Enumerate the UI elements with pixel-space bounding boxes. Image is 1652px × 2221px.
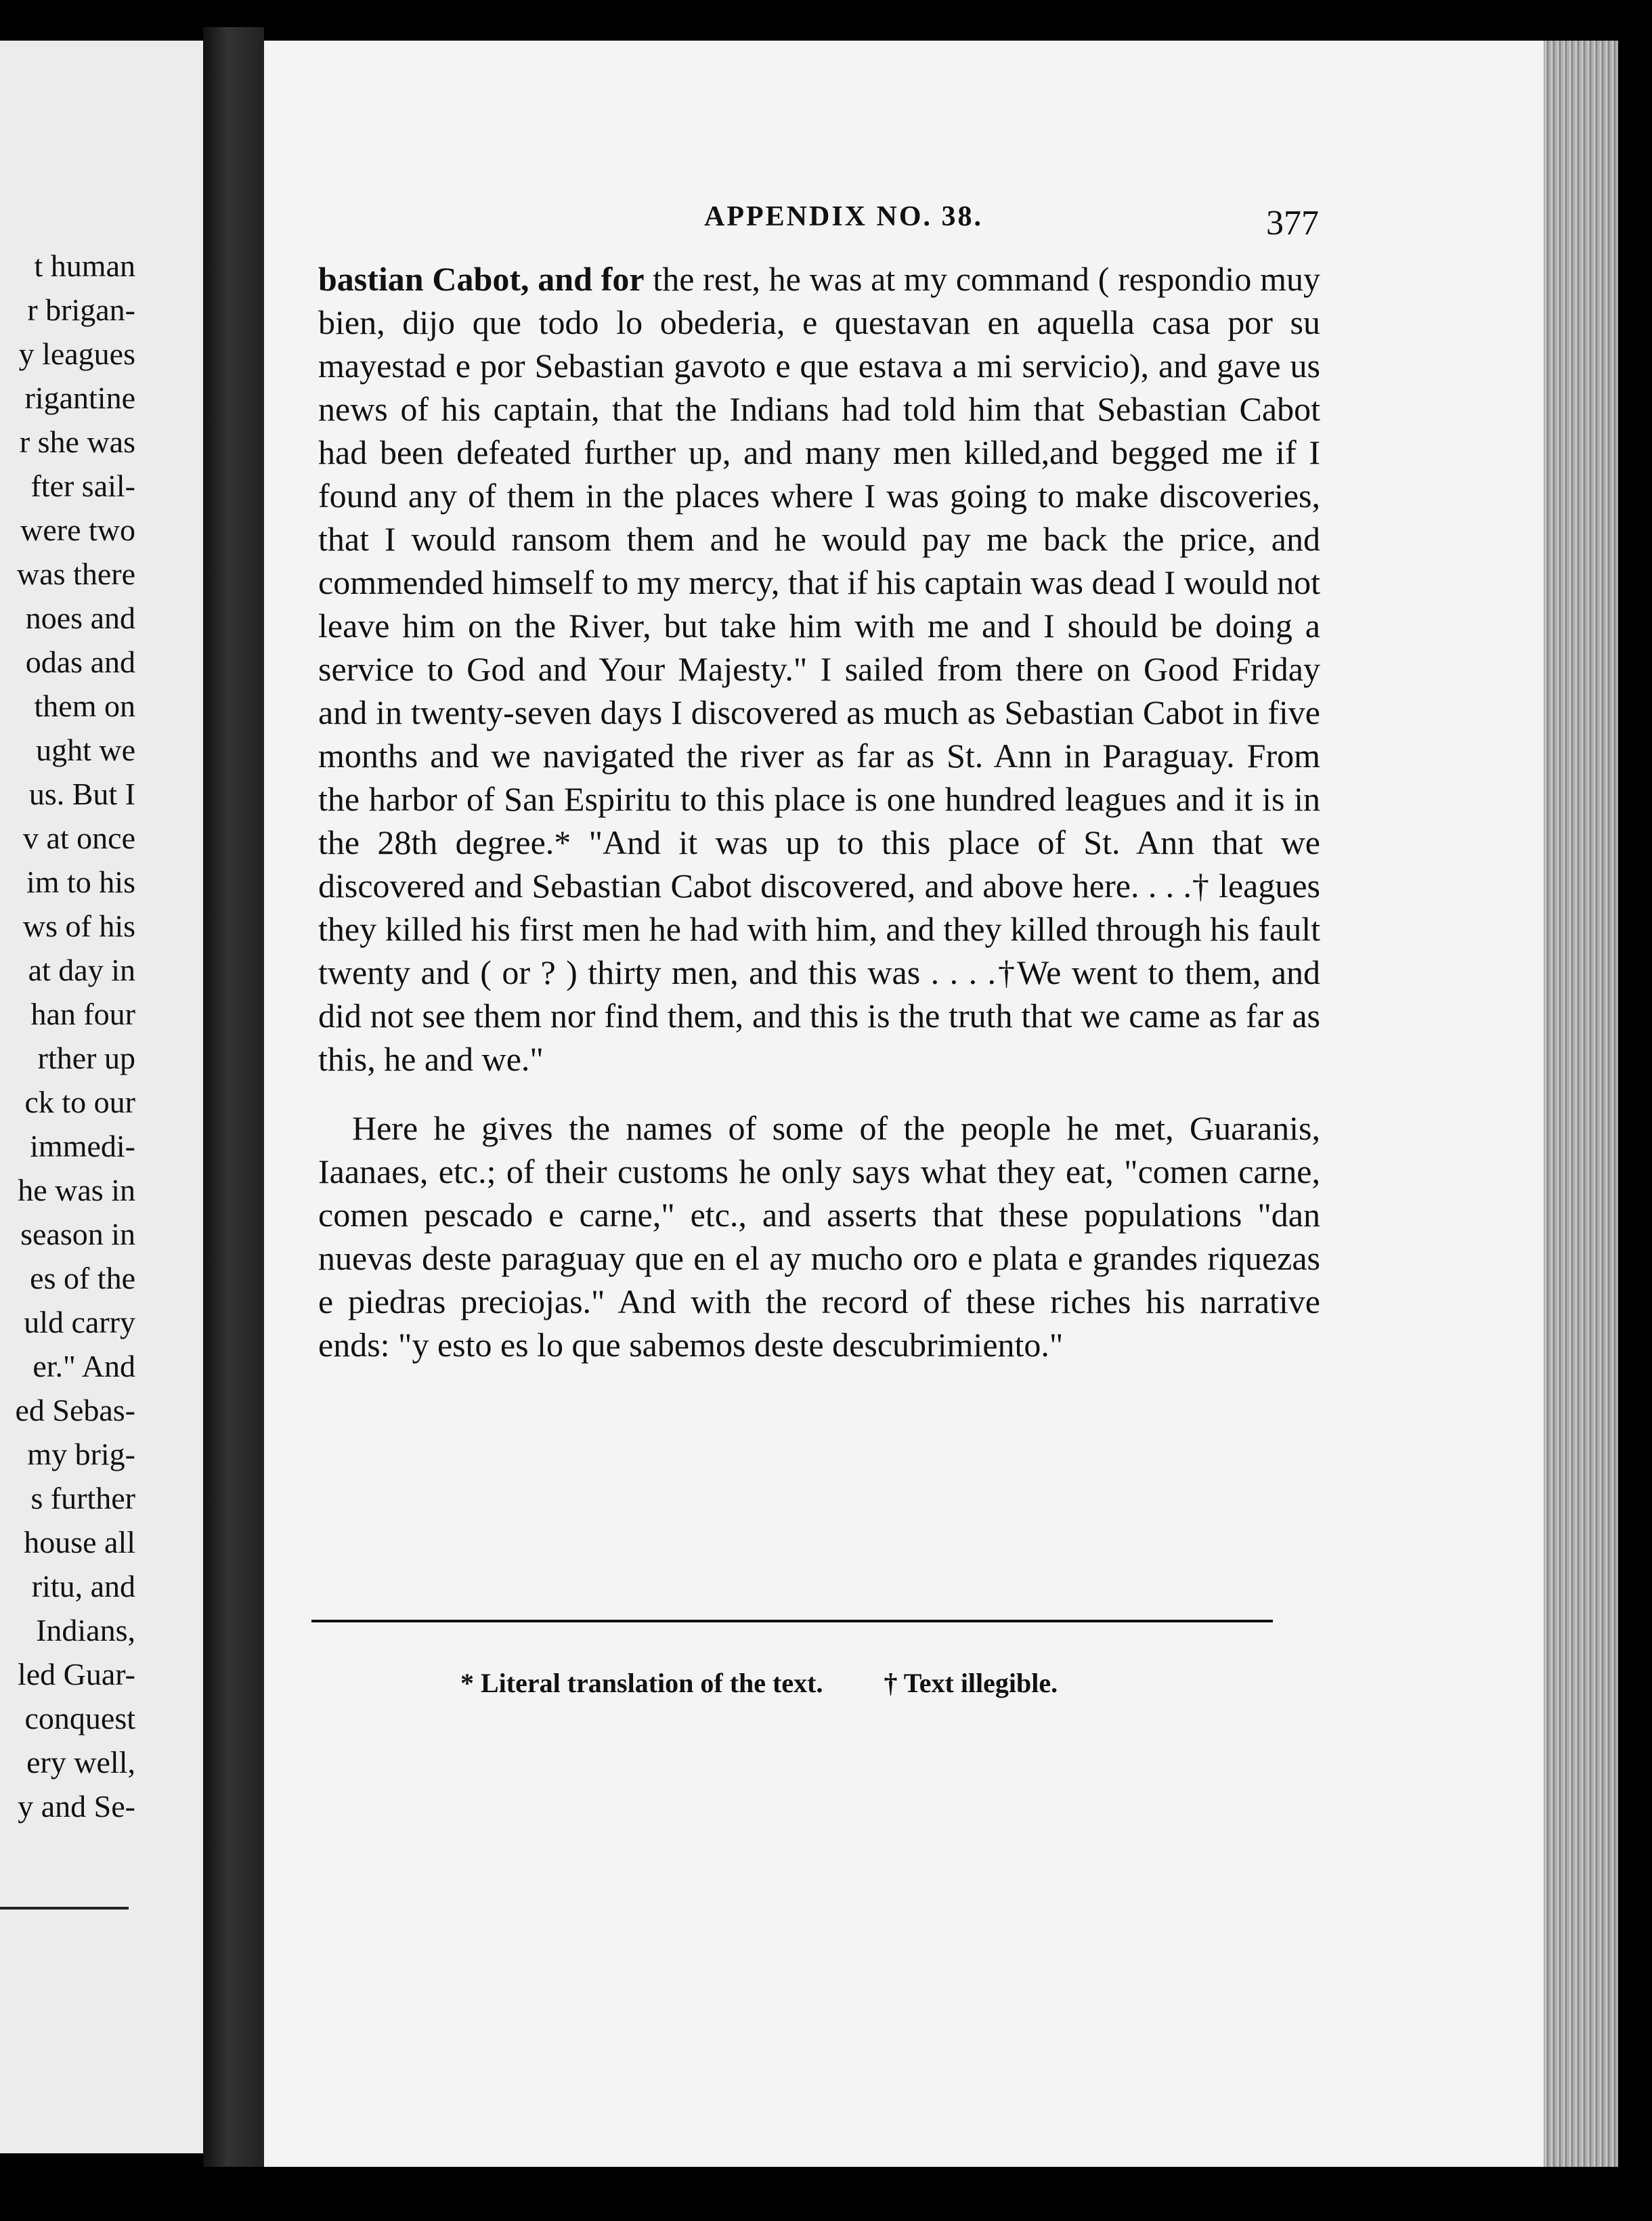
- paragraph-2: Here he gives the names of some of the people he met, Guaranis, Iaanaes, etc.; of their customs he only says what they eat, "comen carne, comen pescado e carne," etc., and asserts that these populations "dan nuevas deste paraguay que en el ay mucho oro e plata e grandes riquezas e piedras preciojas." And with the record of these riches his narrative ends: "y esto es lo que sabemos deste descubrimiento.": [318, 1109, 1320, 1364]
- facing-page-line: ught we: [36, 733, 135, 767]
- facing-page-line: my brig-: [27, 1437, 135, 1471]
- facing-page-line: s further: [30, 1481, 135, 1515]
- footnote-rule: [311, 1620, 1273, 1622]
- facing-page-line: v at once: [22, 821, 135, 855]
- facing-page-line: house all: [24, 1525, 135, 1559]
- facing-page-line: y leagues: [18, 337, 135, 371]
- facing-page-line: Indians,: [36, 1613, 135, 1647]
- facing-page-line: y and Se-: [18, 1789, 135, 1824]
- facing-page-line: ery well,: [26, 1745, 135, 1780]
- facing-page-left: [0, 41, 203, 2153]
- facing-page-line: ck to our: [24, 1085, 135, 1119]
- running-header: APPENDIX NO. 38.: [704, 201, 983, 232]
- footnote-literal-translation: * Literal translation of the text.: [460, 1668, 823, 1698]
- facing-page-line: er." And: [32, 1349, 135, 1383]
- facing-page-line: them on: [34, 689, 135, 723]
- book-gutter: [203, 27, 264, 2167]
- paragraph-1: [318, 257, 1320, 1081]
- facing-page-line: led Guar-: [17, 1657, 135, 1691]
- facing-page-footnote-rule: [0, 1907, 129, 1910]
- facing-page-line: noes and: [25, 601, 135, 635]
- facing-page-line: were two: [20, 513, 135, 547]
- facing-page-line: han four: [30, 997, 135, 1031]
- facing-page-line: r brigan-: [27, 293, 135, 327]
- facing-page-line: season in: [20, 1217, 135, 1251]
- facing-page-text: [0, 244, 135, 1828]
- facing-page-line: ws of his: [22, 909, 135, 943]
- facing-page-line: t human: [34, 249, 135, 283]
- facing-page-line: us. But I: [28, 777, 135, 811]
- facing-page-line: es of the: [30, 1261, 135, 1295]
- facing-page-line: im to his: [26, 865, 135, 899]
- facing-page-line: fter sail-: [30, 469, 135, 503]
- facing-page-line: was there: [17, 557, 135, 591]
- page-edge: [1544, 41, 1618, 2167]
- paragraph-1-text: the rest, he was at my command ( respondio muy bien, dijo que todo lo obederia, e questavan en aquella casa por su mayestad e por Sebastian gavoto e que estava a mi servicio), and gave us news of his captain, that the Indians had told him that Sebastian Cabot had been defeated further up, and many men killed,and begged me if I found any of them in the places where I was going to make discoveries, that I would ransom them and he would pay me back the price, and commended himself to my mercy, that if his captain was dead I would not leave him on the River, but take him with me and I should be doing a service to God and Your Majesty." I sailed from there on Good Friday and in twenty-seven days I discovered as much as Sebastian Cabot in five months and we navigated the river as far as St. Ann in Paraguay. From the harbor of San Espiritu to this place is one hundred leagues and it is in the 28th degree.* "And it was up to this place of St. Ann that we discovered and Sebastian Cabot discovered, and above here. . . .† leagues they killed his first men he had with him, and they killed through his fault twenty and ( or ? ) thirty men, and this was . . . .†We went to them, and did not see them nor find them, and this is the truth that we came as far as this, he and we.": [318, 260, 1321, 1078]
- facing-page-line: rigantine: [24, 381, 135, 415]
- facing-page-line: uld carry: [24, 1305, 135, 1339]
- page-number: 377: [1266, 204, 1319, 242]
- facing-page-line: odas and: [25, 645, 135, 679]
- facing-page-line: at day in: [28, 953, 135, 987]
- facing-page-line: immedi-: [30, 1129, 135, 1163]
- facing-page-line: conquest: [24, 1701, 135, 1735]
- facing-page-line: ed Sebas-: [15, 1393, 135, 1427]
- footnote-text-illegible: † Text illegible.: [884, 1668, 1058, 1698]
- footnotes: [460, 1667, 1058, 1699]
- body-text: [318, 257, 1320, 1366]
- facing-page-line: he was in: [18, 1173, 135, 1207]
- facing-page-line: rther up: [37, 1041, 135, 1075]
- facing-page-line: r she was: [19, 425, 135, 459]
- facing-page-line: ritu, and: [31, 1569, 135, 1603]
- paragraph-1-bold-start: bastian Cabot, and for: [318, 260, 645, 298]
